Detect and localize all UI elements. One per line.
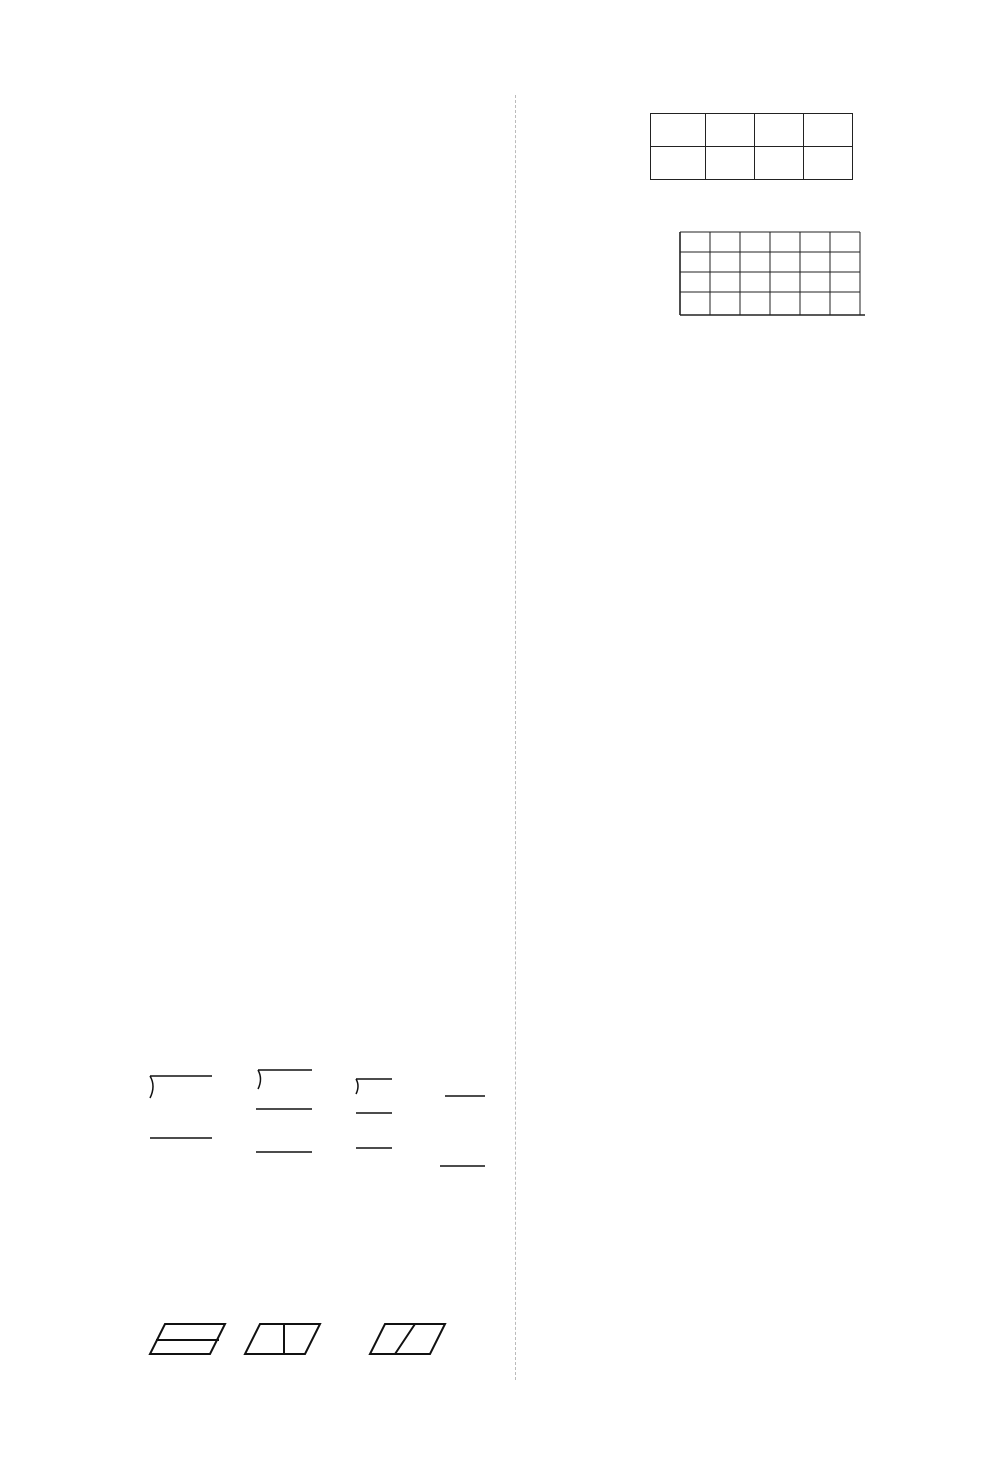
division-lines	[0, 0, 515, 1400]
column-divider	[515, 95, 516, 1380]
rain-icon	[804, 114, 853, 147]
chart2-grid	[595, 668, 915, 828]
table-cell	[651, 114, 706, 147]
sun-icon	[706, 114, 755, 147]
table-cell	[804, 147, 853, 180]
parallelogram-figures	[130, 1318, 450, 1363]
chart1-grid	[670, 230, 870, 330]
table-cell	[651, 147, 706, 180]
weather-table	[650, 113, 853, 180]
cloud-icon	[755, 114, 804, 147]
table-cell	[755, 147, 804, 180]
table-cell	[706, 147, 755, 180]
